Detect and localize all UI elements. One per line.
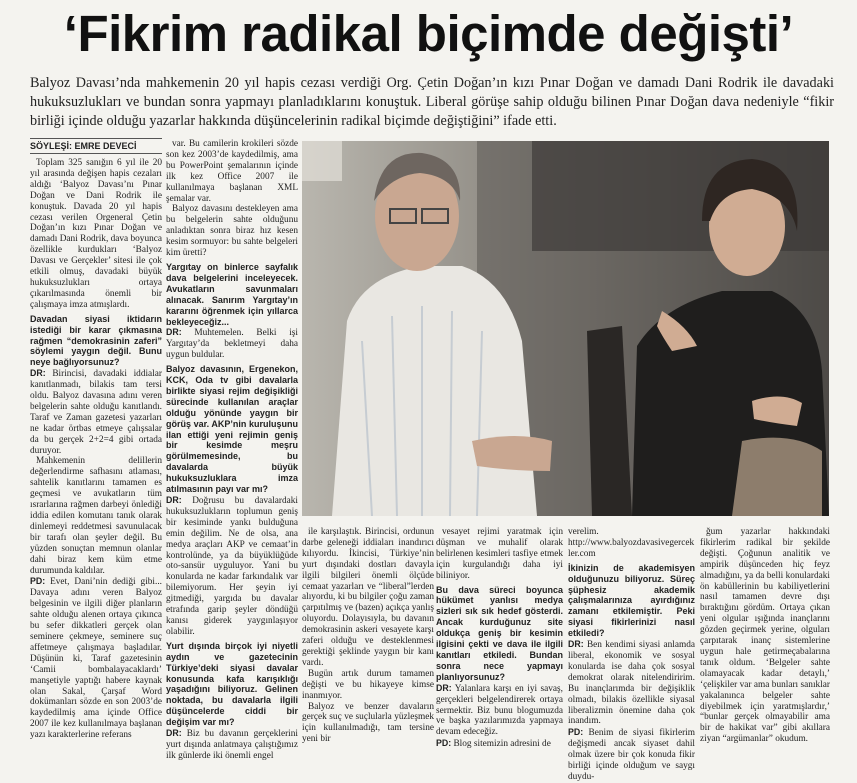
interview-question: İkinizin de akademisyen olduğunuzu biliyoruz. Süreç şüphesiz akademik çalışmalarınıza ayırdığınız zamanı etkilemiştir. Peki siyasi fikirlerinizi nasıl etkiledi? bbox=[568, 562, 695, 639]
paragraph: ğum yazarlar hakkındaki fikirlerim radikal bir şekilde değişti. Çoğunun analitik ve ampirik düşünceden hiç feyz almadığını, ya da belli konulardaki ön kabüllerinin bu kabiliyetlerini nasıl tamamen devre dışı bıraktığını gördüm. Ortaya çıkan yeni olgular ışığında inançlarını gözden geçirmek yerine, olguları çarpıtarak inanç sistemlerine uygun hale getirmeçabalarına tanık oldum. ‘Belgeler sahte olamayacak kadar detaylı,’ ‘çelişkiler var ama bunları sanıklar yakalanınca belgeler sahte diyebilmek için yaratmışlardır,’ “bunlar gerçek olmayabilir ama bir de hakikat var” gibi akıllara ziyan “argümanlar” okudum. bbox=[700, 527, 830, 745]
paragraph: Bugün artık durum tamamen değişti ve bu hikayeye kimse inanmıyor. bbox=[302, 668, 434, 701]
paragraph: var. Bu camilerin krokileri sözde son kez 2003’de kaydedilmiş, ama bu PowerPoint şemalarının içinde ilk kez Office 2007 ile kullanılmaya başlanan XML şemalar var. bbox=[166, 139, 298, 204]
interview-answer bbox=[436, 738, 563, 750]
interview-answer bbox=[436, 683, 563, 739]
text-column-5 bbox=[568, 527, 695, 782]
speaker-label: DR: bbox=[166, 327, 182, 338]
interview-answer bbox=[166, 728, 298, 762]
deck: Balyoz Davası’nda mahkemenin 20 yıl hapis cezası verdiği Org. Çetin Doğan’ın kızı Pınar Doğan ve damadı Dani Rodrik ile davadaki hukuksuzlukları ve bundan sonra yapmayı planladıklarını konuştuk. Liberal görüşe sahip olduğu bilinen Pınar Doğan dava nedeniyle “fikir birliği içinde olduğu yazarlar hakkında düşüncelerinin radikal biçimde değiştiğini” ifade etti. bbox=[30, 75, 834, 129]
speaker-label: DR: bbox=[166, 495, 182, 505]
byline: SÖYLEŞİ: EMRE DEVECİ bbox=[30, 138, 162, 154]
interview-photo bbox=[302, 141, 829, 516]
paragraph: ile karşılaştık. Birincisi, ordunun darbe geleneği iddiaları inandırıcı kılıyordu. İkincisi, Türkiye’nin yurt dışındaki dostları davayla ilgili bilgileri önemli ölçüde cemaat yazarları ve “liberal”lerden alıyordu, ki bu bilgiler çoğu zaman çarpıtılmış ve (bazen) açıkça yanlış oluyordu. Dolayısıyla, bu davanın demokrasinin askeri vesayete karşı zaferi olduğu ve desteklenmesi gerektiği şeklinde yaygın bir kanı vardı. bbox=[302, 527, 434, 668]
interview-question: Balyoz davasının, Ergenekon, KCK, Oda tv gibi davalarla birlikte siyasi rejim değişikliği sürecinde kullanılan araçlar olduğu yönünde yaygın bir görüş var. AKP’nin kuruluşunu ilan ettiği yeni rejimin geniş bir kesimde meşru görülmemesinde, bu davalarda büyük hukuksuzluklara imza atılmasının payı var mı? bbox=[166, 364, 298, 495]
speaker-label: PD: bbox=[568, 727, 584, 738]
answer-text: Yalanlara karşı en iyi savaş, gerçekleri belgelendirerek ortaya sermektir. Biz bunu blogumuzda ve başka yazılarımızda yapmaya devam edeceğiz. bbox=[436, 683, 563, 738]
speaker-label: DR: bbox=[166, 728, 182, 739]
speaker-label: PD: bbox=[436, 738, 452, 749]
answer-text: Birincisi, davadaki iddialar kanıtlanmadı, bilakis tam tersi oldu. Balyoz davasına adını veren belgelerin sahte olduğu kanıtlandı. Taraf ve Zaman gazetesi yazarları ne kadar örtbas etmeye çalışsalar da bu gerçek 2+2=4 gibi ortada duruyor. bbox=[30, 369, 162, 456]
paragraph: verelim. http://www.balyozdavasivegercekler.com bbox=[568, 527, 695, 559]
answer-text: Evet, Dani’nin dediği gibi... Davaya adını veren Balyoz belgesinin ve ilgili diğer planların sahte olduğu alenen ortaya çıkınca bu sefer dikkatleri gerçek olan seminere çekmeye, seminere suç affetmeye çalışmaya başladılar. Düşünün ki, Taraf gazetesinin ‘Camii bombalayacaklardı’ manşetiyle yaptığı habere kaynak olan Sakal, Çarşaf Word dokümanları sözde en son 2003’de kaydedilmiş ama içinde Office 2007 ile kez kullanılmaya başlanan yazı karakterlerine referans bbox=[30, 577, 162, 741]
paragraph: Mahkemenin delillerin değerlendirme safhasını atlaması, sahtelik kanıtlarını tamamen es geçmesi ve avukatların tüm ısrarlarına rağmen darbeyi önlediği iddia edilen komutanı tanık olarak dinlemeyi reddetmesi savunulacak bir tarafı olan şeyler değil. Bu yüzden sonuçtan memnun olanlar dahi biraz kem küm etme durumunda kaldılar. bbox=[30, 456, 162, 576]
interview-question: Davadan siyasi iktidarın istediği bir karar çıkmasına rağmen “demokrasinin zaferi” söylemi yaygın değil. Bunu neye bağlıyorsunuz? bbox=[30, 313, 162, 368]
text-column-2 bbox=[166, 139, 298, 761]
answer-text: Doğrusu bu davalardaki hukuksuzlukların toplumun geniş bir kesiminde yankı bulduğuna emin değilim. Ne de olsa, ana medya araçları AKP ve cemaat’in kontrolünde, ya da büyüklüğüde oto-sansür uyguluyor. Yani bu konularda ne kadar farkındalık var bilemiyorum. Her şeyin iyi gitmediği, yargıda bu davalar etrafında garip şeyler döndüğü kanısı giderek yaygınlaşıyor olabilir. bbox=[166, 496, 298, 637]
answer-text: Blog sitemizin adresini de bbox=[451, 739, 551, 750]
interview-answer bbox=[30, 576, 162, 741]
answer-text: Biz bu davanın gerçeklerini yurt dışında anlatmaya çalıştığımız ilk günlerde iki önemli engel bbox=[166, 729, 298, 761]
speaker-label: DR: bbox=[436, 682, 452, 693]
answer-text: Muhtemelen. Belki işi Yargıtay’da bekletmeyi daha uygun buldular. bbox=[166, 328, 298, 361]
interview-answer bbox=[166, 327, 298, 361]
text-column-4 bbox=[436, 527, 563, 750]
interview-question: Yargıtay on binlerce sayfalık dava belgelerini inceleyecek. Avukatların savunmaları alınacak. Sanırım Yargıtay’ın kararını öğrenmek için yıllarca bekleyeceğiz... bbox=[166, 261, 298, 327]
interview-answer bbox=[166, 495, 298, 638]
headline: ‘Fikrim radikal biçimde değişti’ bbox=[63, 5, 794, 62]
speaker-label: DR: bbox=[30, 368, 46, 379]
interview-answer bbox=[30, 368, 162, 456]
paragraph: Balyoz davasını destekleyen ama bu belgelerin sahte olduğunu anladıktan sonra biraz hız kesen kesim sormuyor: bu sahte belgeleri kim üretti? bbox=[166, 204, 298, 259]
text-column-6 bbox=[700, 527, 830, 745]
photo-illustration bbox=[302, 141, 829, 516]
interview-answer bbox=[568, 639, 695, 727]
text-column-3 bbox=[302, 527, 434, 745]
paragraph: Toplam 325 sanığın 6 yıl ile 20 yıl arasında değişen hapis cezaları aldığı ‘Balyoz Davası’nı Pınar Doğan ve Dani Rodrik ile konuştuk. Davada 20 yıl hapis cezası verilen Orgeneral Çetin Doğan’ın kızı Pınar Doğan ve damadı Dani Rodrik, dava boyunca özellikle kurdukları ‘Balyoz Davası ve Gerçekler’ sitesi ile çok etkili olmuş, davadaki büyük hukuksuzlukları ortaya çıkarılmasında önemli bir çalışmaya imza atmışlardı. bbox=[30, 158, 162, 310]
interview-question: Bu dava süreci boyunca hükümet yanlısı medya sizleri sık sık hedef gösterdi. Ancak kurduğunuz site oldukça geniş bir kesimin ilgisini çekti ve dava ile ilgili kanıtları etkiledi. Bundan sonra nece yapmayı planlıyorsunuz? bbox=[436, 584, 563, 682]
answer-text: Benim de siyasi fikirlerim değişmedi ancak siyaset dahil olmak üzere bir çok konuda fikir birliği içinde olduğum ve saygı duydu- bbox=[568, 728, 695, 782]
text-column-1 bbox=[30, 158, 162, 741]
speaker-label: DR: bbox=[568, 639, 584, 650]
speaker-label: PD: bbox=[30, 576, 46, 587]
paragraph: vesayet rejimi yaratmak için düşman ve muhalif olarak belirlenen kesimleri tasfiye etmek için kurgulandığı daha iyi biliniyor. bbox=[436, 527, 563, 581]
interview-answer bbox=[568, 727, 695, 783]
interview-question: Yurt dışında birçok iyi niyetli aydın ve gazetecinin Türkiye’deki siyasi davalar konusunda kafa karışıklığı yaşadığını biliyoruz. Gelinen noktada, bu davalarla ilgili düşüncelerde ciddi bir değişim var mı? bbox=[166, 640, 298, 728]
paragraph: Balyoz ve benzer davaların gerçek suç ve suçlularla yüzleşmek için kullanılmadığı, tam tersine yeni bir bbox=[302, 701, 434, 745]
answer-text: Ben kendimi siyasi anlamda liberal, ekonomik ve sosyal konularda ise daha çok sosyal demokrat olarak nitelendiririm. Bu inançlarımda bir değişiklik olmadı, bilakis özellikle siyasal liberalizmin önemine daha çok inandım. bbox=[568, 640, 695, 727]
